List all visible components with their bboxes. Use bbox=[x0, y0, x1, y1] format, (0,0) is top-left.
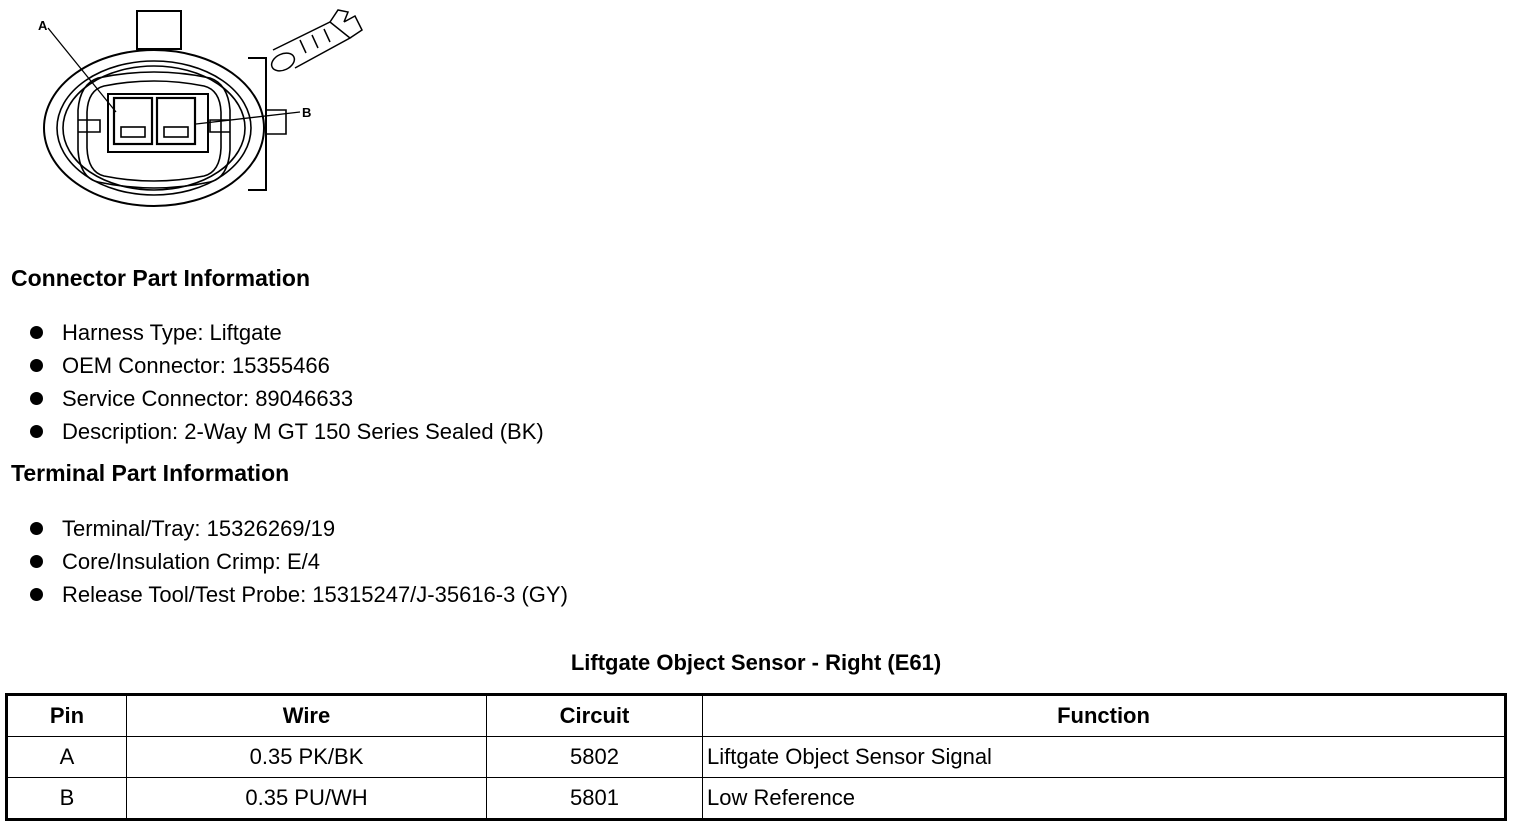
list-item-text: Release Tool/Test Probe: 15315247/J-35616-3 (GY) bbox=[62, 582, 568, 607]
callout-b-label: B bbox=[302, 105, 312, 120]
terminal-info-list bbox=[28, 512, 568, 611]
cell-wire: 0.35 PK/BK bbox=[127, 737, 487, 778]
cell-pin: A bbox=[7, 737, 127, 778]
connector-info-list bbox=[28, 316, 544, 448]
bullet-icon bbox=[30, 522, 43, 535]
list-item bbox=[28, 512, 568, 545]
connector-latch bbox=[137, 11, 181, 49]
list-item bbox=[28, 578, 568, 611]
pin-table bbox=[5, 693, 1507, 821]
callout-a-label: A bbox=[38, 18, 48, 33]
list-item bbox=[28, 415, 544, 448]
terminal-info-heading: Terminal Part Information bbox=[11, 460, 290, 486]
column-header-pin: Pin bbox=[7, 695, 127, 737]
bullet-icon bbox=[30, 555, 43, 568]
cell-circuit: 5801 bbox=[487, 778, 703, 820]
list-item bbox=[28, 316, 544, 349]
list-item-text: Description: 2-Way M GT 150 Series Sealed (BK) bbox=[62, 419, 544, 444]
column-header-function: Function bbox=[703, 695, 1506, 737]
table-header-row bbox=[7, 695, 1506, 737]
bullet-icon bbox=[30, 425, 43, 438]
bullet-icon bbox=[30, 359, 43, 372]
table-row bbox=[7, 737, 1506, 778]
bullet-icon bbox=[30, 326, 43, 339]
connector-housing-outer bbox=[44, 50, 264, 206]
column-header-wire: Wire bbox=[127, 695, 487, 737]
table-title: Liftgate Object Sensor - Right (E61) bbox=[570, 650, 942, 675]
bullet-icon bbox=[30, 392, 43, 405]
bullet-icon bbox=[30, 588, 43, 601]
list-item-text: Terminal/Tray: 15326269/19 bbox=[62, 516, 336, 541]
list-item-text: Service Connector: 89046633 bbox=[62, 386, 354, 411]
list-item-text: Core/Insulation Crimp: E/4 bbox=[62, 549, 320, 574]
list-item bbox=[28, 382, 544, 415]
connector-info-heading: Connector Part Information bbox=[11, 265, 311, 291]
cell-wire: 0.35 PU/WH bbox=[127, 778, 487, 820]
cell-function: Low Reference bbox=[703, 778, 1506, 820]
table-row bbox=[7, 778, 1506, 820]
column-header-circuit: Circuit bbox=[487, 695, 703, 737]
cell-function: Liftgate Object Sensor Signal bbox=[703, 737, 1506, 778]
list-item-text: OEM Connector: 15355466 bbox=[62, 353, 330, 378]
list-item bbox=[28, 349, 544, 382]
list-item bbox=[28, 545, 568, 578]
connector-face-diagram bbox=[0, 0, 380, 215]
cell-circuit: 5802 bbox=[487, 737, 703, 778]
list-item-text: Harness Type: Liftgate bbox=[62, 320, 282, 345]
cell-pin: B bbox=[7, 778, 127, 820]
terminal-sketch bbox=[269, 10, 362, 74]
